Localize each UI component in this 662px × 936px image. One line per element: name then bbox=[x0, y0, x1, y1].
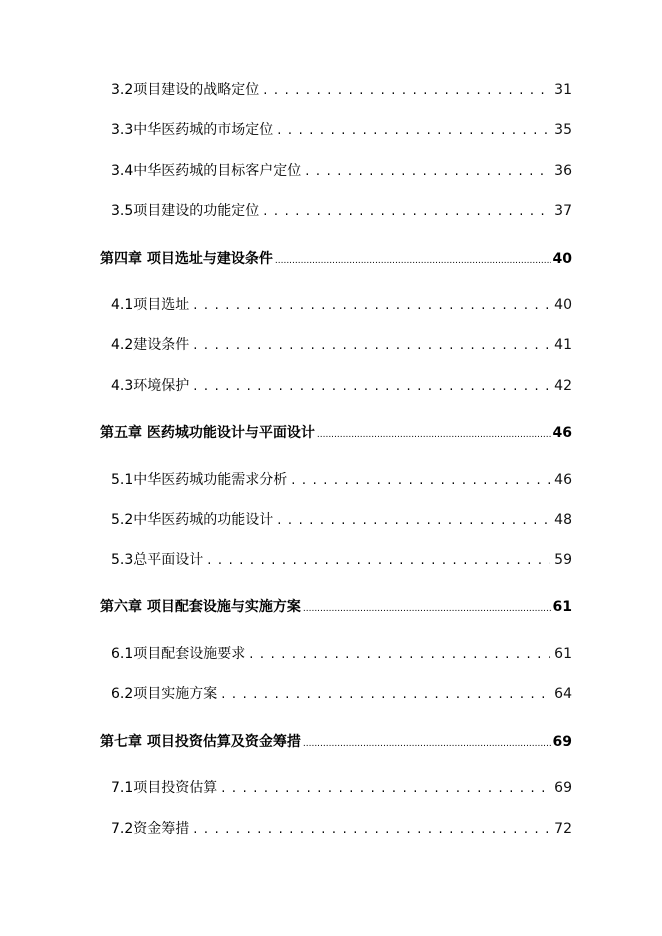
toc-entry-page: 46 bbox=[554, 472, 572, 488]
dot-leader bbox=[317, 426, 551, 440]
toc-entry-label: 6.2项目实施方案 bbox=[111, 686, 218, 702]
dot-leader bbox=[277, 123, 550, 137]
toc-chapter-5[interactable] bbox=[100, 426, 572, 440]
dot-leader bbox=[221, 781, 550, 795]
toc-entry-label: 7.1项目投资估算 bbox=[111, 780, 218, 796]
toc-entry-label: 3.2项目建设的战略定位 bbox=[111, 82, 260, 98]
toc-entry-page: 35 bbox=[554, 122, 572, 138]
dot-leader bbox=[303, 735, 551, 749]
toc-entry-page: 37 bbox=[554, 203, 572, 219]
toc-entry-page: 36 bbox=[554, 163, 572, 179]
toc-chapter-6[interactable] bbox=[100, 600, 572, 614]
toc-entry-label: 3.4中华医药城的目标客户定位 bbox=[111, 163, 302, 179]
toc-entry-5-3[interactable] bbox=[111, 553, 572, 567]
dot-leader bbox=[305, 164, 550, 178]
toc-entry-4-3[interactable] bbox=[111, 379, 572, 393]
toc-entry-page: 59 bbox=[554, 552, 572, 568]
toc-entry-4-2[interactable] bbox=[111, 338, 572, 352]
toc-entry-label: 3.3中华医药城的市场定位 bbox=[111, 122, 274, 138]
toc-entry-page: 61 bbox=[552, 599, 572, 615]
toc-entry-page: 40 bbox=[552, 251, 572, 267]
dot-leader bbox=[193, 822, 550, 836]
dot-leader bbox=[193, 298, 550, 312]
dot-leader bbox=[277, 513, 550, 527]
toc-entry-4-1[interactable] bbox=[111, 298, 572, 312]
dot-leader bbox=[263, 204, 550, 218]
toc-entry-3-4[interactable] bbox=[111, 164, 572, 178]
toc-entry-label: 第四章 项目选址与建设条件 bbox=[100, 251, 273, 267]
toc-entry-label: 第六章 项目配套设施与实施方案 bbox=[100, 599, 301, 615]
toc-entry-3-3[interactable] bbox=[111, 123, 572, 137]
dot-leader bbox=[303, 600, 551, 614]
dot-leader bbox=[291, 473, 550, 487]
toc-entry-label: 3.5项目建设的功能定位 bbox=[111, 203, 260, 219]
toc-entry-page: 64 bbox=[554, 686, 572, 702]
dot-leader bbox=[263, 83, 550, 97]
toc-entry-7-2[interactable] bbox=[111, 822, 572, 836]
toc-entry-page: 72 bbox=[554, 821, 572, 837]
toc-entry-label: 5.2中华医药城的功能设计 bbox=[111, 512, 274, 528]
toc-entry-5-1[interactable] bbox=[111, 473, 572, 487]
toc-entry-label: 5.1中华医药城功能需求分析 bbox=[111, 472, 288, 488]
dot-leader bbox=[193, 379, 550, 393]
dot-leader bbox=[221, 687, 550, 701]
toc-entry-page: 41 bbox=[554, 337, 572, 353]
toc-entry-3-5[interactable] bbox=[111, 204, 572, 218]
toc-entry-page: 48 bbox=[554, 512, 572, 528]
toc-entry-6-2[interactable] bbox=[111, 687, 572, 701]
toc-entry-5-2[interactable] bbox=[111, 513, 572, 527]
toc-chapter-4[interactable] bbox=[100, 252, 572, 266]
toc-entry-6-1[interactable] bbox=[111, 647, 572, 661]
toc-entry-label: 第七章 项目投资估算及资金筹措 bbox=[100, 734, 301, 750]
toc-entry-page: 61 bbox=[554, 646, 572, 662]
dot-leader bbox=[275, 252, 551, 266]
toc-entry-3-2[interactable] bbox=[111, 83, 572, 97]
toc-entry-label: 4.3环境保护 bbox=[111, 378, 190, 394]
toc-entry-label: 4.1项目选址 bbox=[111, 297, 190, 313]
toc-entry-label: 5.3总平面设计 bbox=[111, 552, 204, 568]
toc-entry-label: 6.1项目配套设施要求 bbox=[111, 646, 246, 662]
toc-entry-page: 31 bbox=[554, 82, 572, 98]
toc-entry-label: 7.2资金筹措 bbox=[111, 821, 190, 837]
toc-entry-7-1[interactable] bbox=[111, 781, 572, 795]
dot-leader bbox=[207, 553, 550, 567]
toc-entry-label: 4.2建设条件 bbox=[111, 337, 190, 353]
toc-entry-page: 42 bbox=[554, 378, 572, 394]
toc-entry-page: 69 bbox=[554, 780, 572, 796]
dot-leader bbox=[193, 338, 550, 352]
toc-entry-page: 69 bbox=[552, 734, 572, 750]
dot-leader bbox=[249, 647, 550, 661]
toc-entry-label: 第五章 医药城功能设计与平面设计 bbox=[100, 425, 315, 441]
toc-entry-page: 46 bbox=[552, 425, 572, 441]
toc-entry-page: 40 bbox=[554, 297, 572, 313]
toc-chapter-7[interactable] bbox=[100, 735, 572, 749]
